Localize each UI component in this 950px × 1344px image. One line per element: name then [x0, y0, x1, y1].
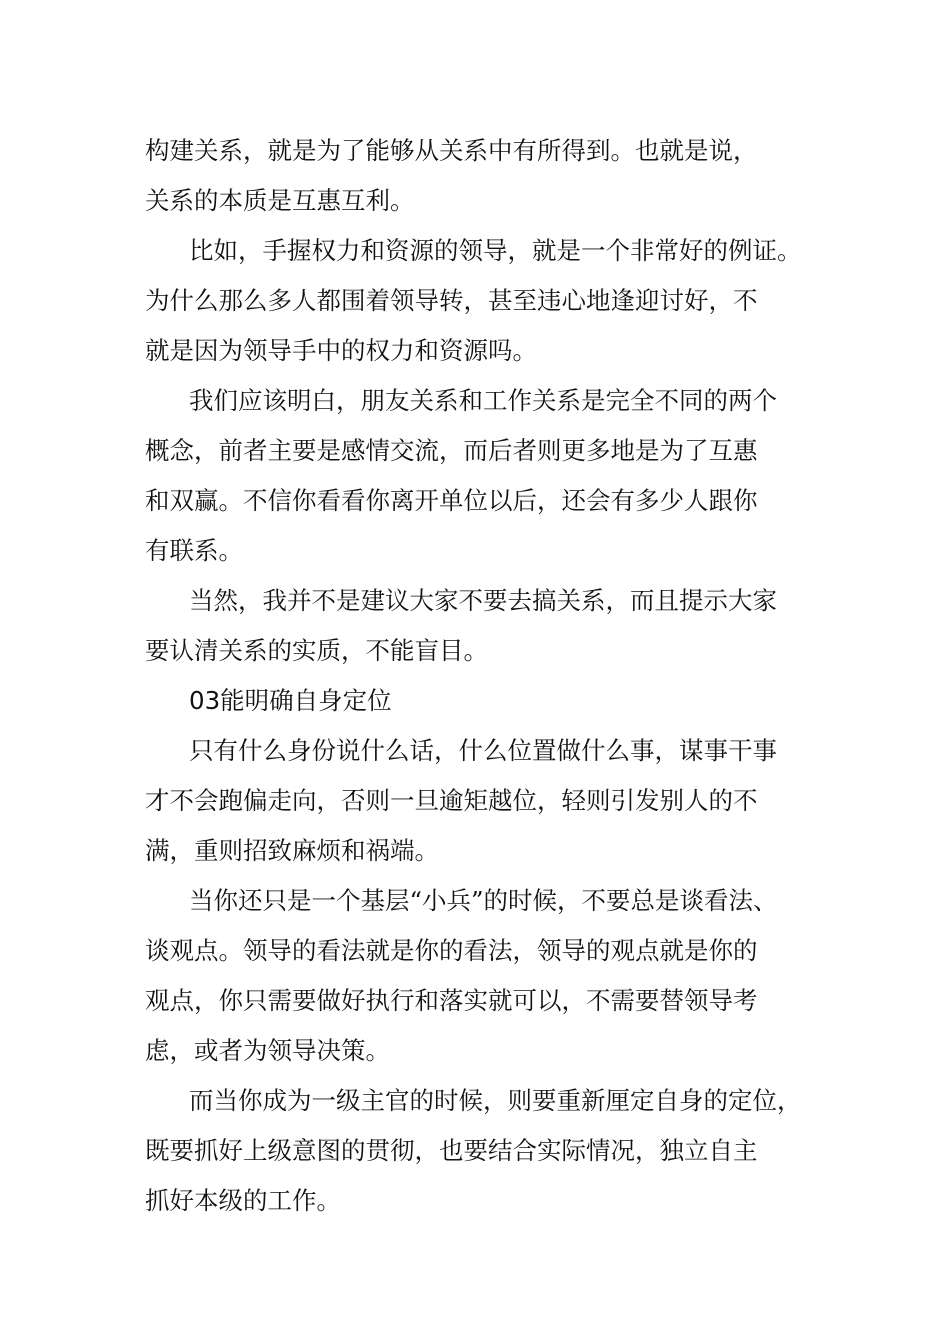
- text-line: 有联系。: [145, 536, 243, 565]
- text-line: 抓好本级的工作。: [145, 1186, 341, 1215]
- text-line: 而当你成为一级主官的时候，则要重新厘定自身的定位，: [189, 1086, 802, 1115]
- text-line: 关系的本质是互惠互利。: [145, 186, 415, 215]
- text-line: 和双赢。不信你看看你离开单位以后，还会有多少人跟你: [145, 486, 758, 515]
- text-line: 构建关系，就是为了能够从关系中有所得到。也就是说，: [145, 136, 758, 165]
- text-line: 就是因为领导手中的权力和资源吗。: [145, 336, 537, 365]
- text-line: 要认清关系的实质，不能盲目。: [145, 636, 488, 665]
- text-line: 满，重则招致麻烦和祸端。: [145, 836, 439, 865]
- document-body: [145, 126, 810, 1226]
- text-line: 当然，我并不是建议大家不要去搞关系，而且提示大家: [189, 586, 777, 615]
- text-line: 虑，或者为领导决策。: [145, 1036, 390, 1065]
- text-line: 为什么那么多人都围着领导转，甚至违心地逢迎讨好，不: [145, 286, 758, 315]
- section-heading: 03能明确自身定位: [189, 686, 392, 715]
- text-line: 既要抓好上级意图的贯彻，也要结合实际情况，独立自主: [145, 1136, 758, 1165]
- text-line: 我们应该明白，朋友关系和工作关系是完全不同的两个: [189, 386, 777, 415]
- text-line: 只有什么身份说什么话，什么位置做什么事，谋事干事: [189, 736, 777, 765]
- text-line: 观点，你只需要做好执行和落实就可以，不需要替领导考: [145, 986, 758, 1015]
- text-line: 才不会跑偏走向，否则一旦逾矩越位，轻则引发别人的不: [145, 786, 758, 815]
- text-line: 当你还只是一个基层“小兵”的时候，不要总是谈看法、: [189, 886, 778, 915]
- text-line: 比如，手握权力和资源的领导，就是一个非常好的例证。: [189, 236, 802, 265]
- text-line: 概念，前者主要是感情交流，而后者则更多地是为了互惠: [145, 436, 758, 465]
- text-line: 谈观点。领导的看法就是你的看法，领导的观点就是你的: [145, 936, 758, 965]
